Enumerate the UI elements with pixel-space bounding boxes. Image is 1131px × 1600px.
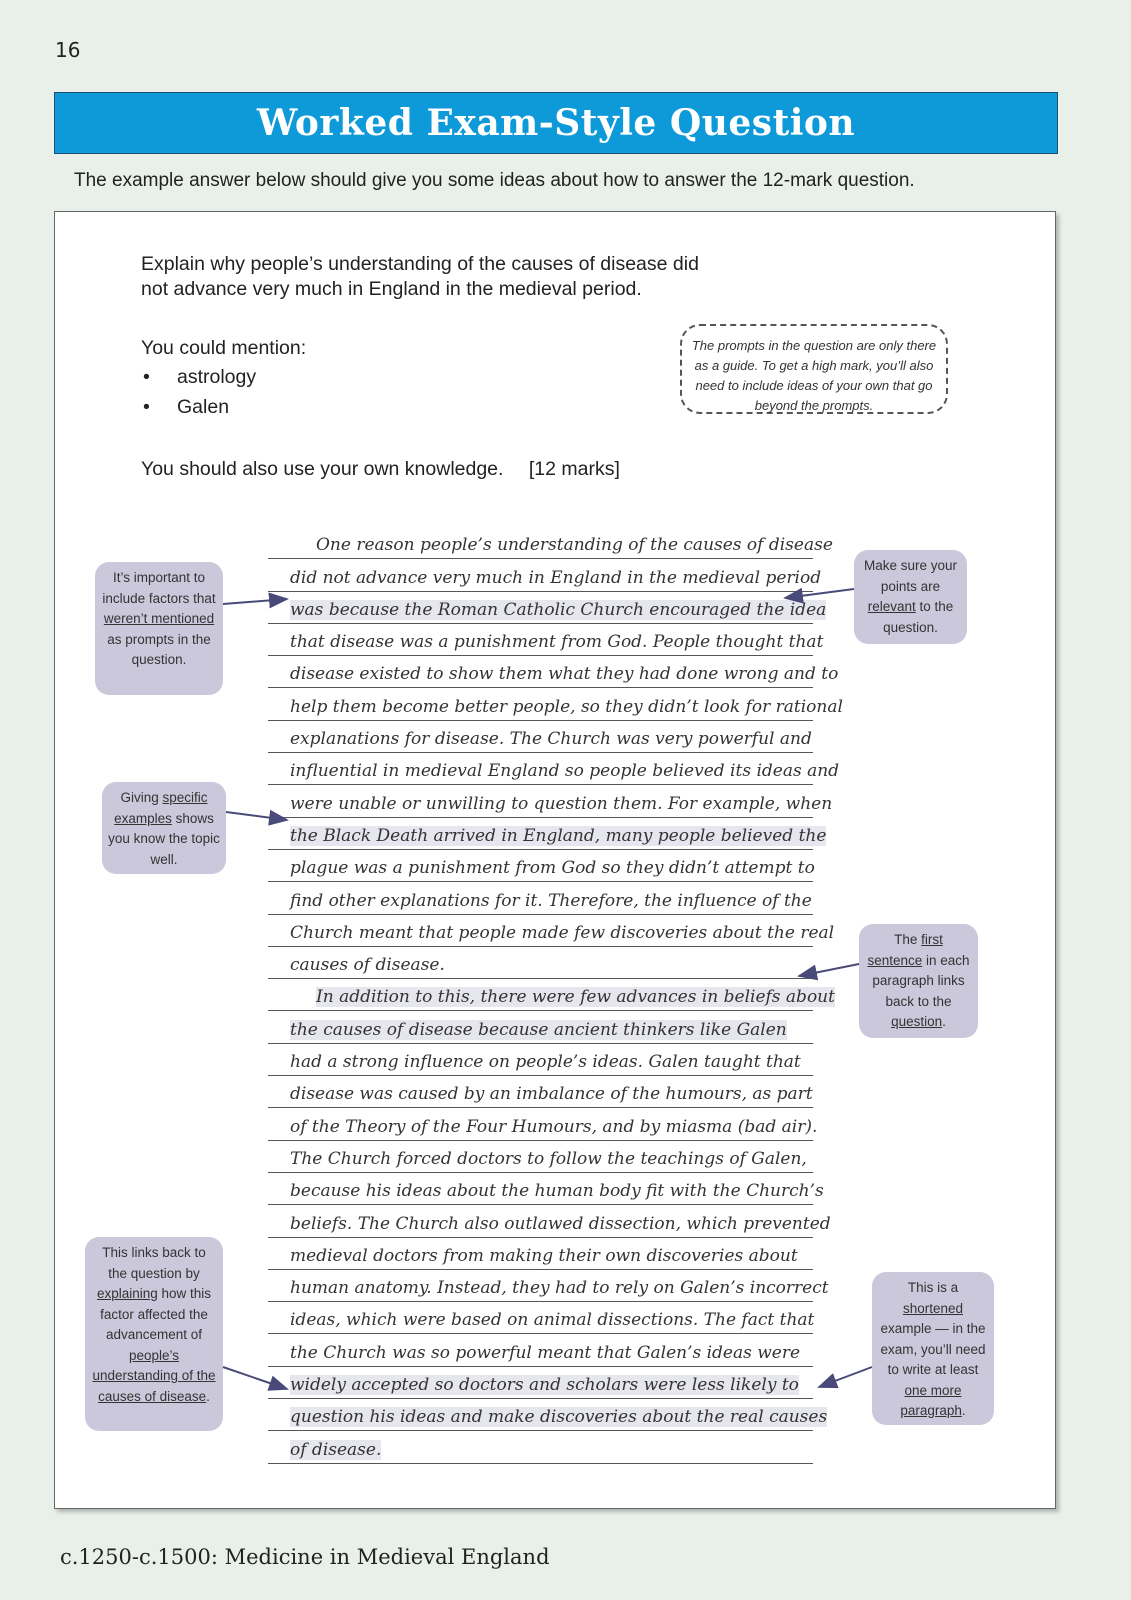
title-banner bbox=[54, 92, 1058, 154]
annotation-text: how this factor affected the advancement of bbox=[100, 1286, 212, 1342]
answer-line bbox=[268, 1302, 813, 1334]
annotation-factors bbox=[95, 562, 223, 695]
bullet-symbol: • bbox=[143, 396, 150, 418]
answer-line-text: explanations for disease. The Church was very powerful and bbox=[290, 729, 812, 750]
answer-line-text: question his ideas and make discoveries about the real causes bbox=[290, 1407, 828, 1428]
answer-line-text: the Church was so powerful meant that Galen’s ideas were bbox=[290, 1342, 801, 1363]
answer-line-text: that disease was a punishment from God. People thought that bbox=[290, 632, 824, 653]
answer-line bbox=[268, 624, 824, 656]
answer-line-text: of the Theory of the Four Humours, and by miasma (bad air). bbox=[290, 1116, 818, 1137]
tip-bubble: The prompts in the question are only there as a guide. To get a high mark, you’ll also need to include ideas of your own that go beyond the prompts. bbox=[680, 324, 948, 414]
answer-line-text: human anatomy. Instead, they had to rely on Galen’s incorrect bbox=[290, 1278, 829, 1299]
annotation-text: in each paragraph links back to the bbox=[872, 952, 970, 1009]
answer-line bbox=[268, 1270, 829, 1302]
bullet-text: Galen bbox=[177, 396, 230, 418]
annotation-underline: people’s understanding of the causes of disease bbox=[92, 1347, 216, 1404]
answer-line bbox=[268, 688, 843, 720]
answer-lines bbox=[268, 527, 843, 1464]
annotation-text: . bbox=[942, 1014, 946, 1029]
page-title: Worked Exam-Style Question bbox=[256, 102, 856, 144]
answer-line-text: was because the Roman Catholic Church encouraged the idea bbox=[290, 599, 827, 620]
answer-line bbox=[268, 1044, 813, 1076]
annotation-text: The bbox=[894, 932, 922, 947]
annotation-text: It’s important to include factors that bbox=[102, 570, 216, 606]
intro-text: The example answer below should give you some ideas about how to answer the 12-mark question. bbox=[74, 170, 915, 191]
answer-line bbox=[268, 882, 813, 914]
answer-line bbox=[268, 656, 839, 688]
annotation-underline: shortened bbox=[902, 1300, 964, 1316]
question-line-1: Explain why people’s understanding of the causes of disease did bbox=[141, 253, 699, 275]
answer-line-text: did not advance very much in England in the medieval period bbox=[290, 567, 822, 588]
answer-line-text: medieval doctors from making their own discoveries about bbox=[290, 1245, 798, 1266]
answer-line-text: of disease. bbox=[290, 1439, 382, 1460]
answer-line-text: disease existed to show them what they had done wrong and to bbox=[290, 664, 839, 685]
answer-line-text: disease was caused by an imbalance of the humours, as part bbox=[290, 1084, 813, 1105]
annotation-underline: specific examples bbox=[114, 790, 208, 826]
answer-line bbox=[268, 753, 840, 785]
answer-line-text: help them become better people, so they didn’t look for rational bbox=[290, 696, 843, 717]
answer-line bbox=[268, 527, 833, 559]
answer-line bbox=[268, 785, 833, 817]
answer-line-text: the Black Death arrived in England, many people believed the bbox=[290, 825, 827, 846]
answer-line-text: The Church forced doctors to follow the teachings of Galen, bbox=[290, 1148, 807, 1169]
answer-line-text: influential in medieval England so people believed its ideas and bbox=[290, 761, 840, 782]
annotation-text: . bbox=[206, 1388, 210, 1404]
marks: [12 marks] bbox=[528, 458, 620, 480]
annotation-underline: weren’t mentioned bbox=[103, 611, 215, 626]
answer-line-text: ideas, which were based on animal dissections. The fact that bbox=[290, 1310, 815, 1331]
answer-line-text: widely accepted so doctors and scholars were less likely to bbox=[290, 1375, 799, 1396]
answer-line bbox=[268, 979, 835, 1011]
answer-line bbox=[268, 1141, 813, 1173]
annotation-text: Giving bbox=[120, 790, 163, 805]
annotation-explaining bbox=[85, 1237, 223, 1431]
page-number: 16 bbox=[55, 38, 81, 62]
answer-line-text: Church meant that people made few discoveries about the real bbox=[290, 922, 835, 943]
annotation-first-sentence bbox=[859, 924, 978, 1038]
own-knowledge: You should also use your own knowledge. bbox=[141, 458, 504, 480]
answer-line-text: beliefs. The Church also outlawed dissection, which prevented bbox=[290, 1213, 831, 1234]
answer-line bbox=[268, 1238, 813, 1270]
question-box bbox=[54, 211, 1056, 1509]
answer-line-text: find other explanations for it. Therefore, the influence of the bbox=[290, 890, 812, 911]
answer-line bbox=[268, 850, 813, 882]
annotation-specific bbox=[102, 782, 226, 874]
annotation-text: as prompts in the question. bbox=[107, 631, 211, 667]
bullet-symbol: • bbox=[143, 366, 150, 388]
answer-line-text: had a strong influence on people’s ideas. Galen taught that bbox=[290, 1052, 801, 1073]
annotation-underline: one more paragraph bbox=[900, 1382, 962, 1418]
answer-line bbox=[268, 1108, 818, 1140]
answer-line bbox=[268, 1334, 813, 1366]
answer-line bbox=[268, 559, 822, 591]
answer-line-text: In addition to this, there were few advances in beliefs about bbox=[316, 987, 835, 1008]
arrow-shortened bbox=[819, 1367, 872, 1387]
annotation-shortened bbox=[872, 1272, 994, 1425]
answer-line bbox=[268, 1205, 831, 1237]
footer-title: c.1250-c.1500: Medicine in Medieval England bbox=[60, 1545, 550, 1569]
answer-line bbox=[268, 1399, 828, 1431]
answer-line bbox=[268, 915, 835, 947]
own-knowledge-text bbox=[141, 457, 620, 482]
annotation-text: Make sure your points are bbox=[863, 558, 958, 594]
annotation-text: This is a bbox=[907, 1280, 959, 1295]
annotation-text: example — in the exam, you’ll need to write at least bbox=[880, 1321, 986, 1377]
annotation-text: This links back to the question by bbox=[102, 1245, 206, 1281]
answer-line bbox=[268, 1011, 813, 1043]
annotation-text: to the question. bbox=[883, 599, 954, 635]
answer-line bbox=[268, 1076, 813, 1108]
answer-line-text: causes of disease. bbox=[290, 955, 445, 976]
annotation-underline: first sentence bbox=[867, 932, 943, 968]
mention-label: You could mention: bbox=[141, 337, 307, 359]
annotation-underline: relevant bbox=[867, 599, 916, 614]
answer-line-text: plague was a punishment from God so they didn’t attempt to bbox=[290, 858, 815, 879]
answer-line bbox=[268, 818, 827, 850]
question-line-2: not advance very much in England in the medieval period. bbox=[141, 278, 642, 300]
answer-line-text: because his ideas about the human body fit with the Church’s bbox=[290, 1181, 824, 1202]
answer-line bbox=[268, 1173, 824, 1205]
answer-line bbox=[268, 1431, 813, 1463]
annotation-underline: question bbox=[891, 1014, 943, 1029]
answer-line-text: One reason people’s understanding of the causes of disease bbox=[316, 535, 833, 556]
annotation-relevant bbox=[854, 550, 967, 644]
answer-line bbox=[268, 1367, 813, 1399]
answer-line bbox=[268, 592, 827, 624]
answer-line-text: the causes of disease because ancient thinkers like Galen bbox=[290, 1019, 787, 1040]
answer-line bbox=[268, 947, 813, 979]
answer-line bbox=[268, 721, 813, 753]
annotation-text: shows you know the topic well. bbox=[108, 810, 220, 867]
bullet-text: astrology bbox=[177, 366, 257, 388]
annotation-underline: explaining bbox=[96, 1286, 158, 1301]
annotation-text: . bbox=[961, 1403, 966, 1418]
answer-line-text: were unable or unwilling to question them. For example, when bbox=[290, 793, 833, 814]
